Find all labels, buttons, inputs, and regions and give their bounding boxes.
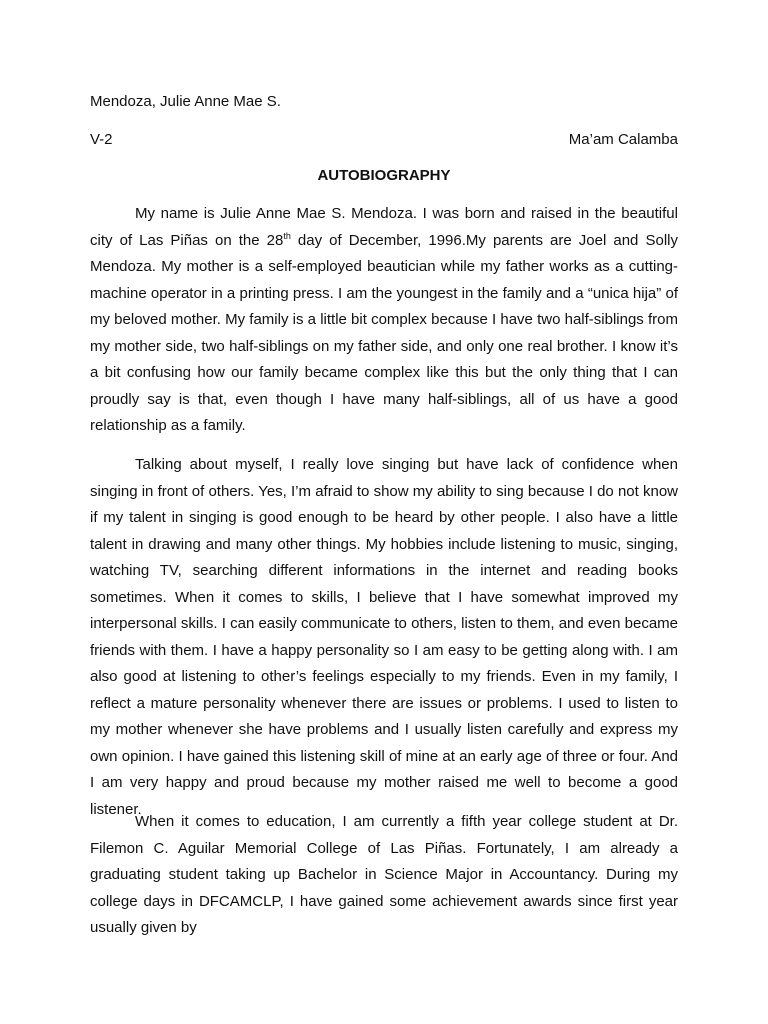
paragraph-self: Talking about myself, I really love singing but have lack of confidence when singing in front of others. Yes, I’m afraid to show my ability to sing because I do not know if my talent in singing is good enough to be heard by other people. I also have a little talent in drawing and many other things. My hobbies include listening to music, singing, watching TV, searching different informations in the internet and reading books sometimes. When it comes to skills, I believe that I have somewhat improved my interpersonal skills. I can easily communicate to others, listen to them, and even became friends with them. I have a happy personality so I am easy to be getting along with. I am also good at listening to other’s feelings especially to my friends. Even in my family, I reflect a mature personality whenever there are issues or problems. I used to listen to my mother whenever she have problems and I usually listen carefully and express my own opinion. I have gained this listening skill of mine at an early age of three or four. And I am very happy and proud because my mother raised me well to become a good listener. (90, 456, 678, 818)
paragraph-family (90, 201, 678, 440)
paragraph-family-text-1: My name is Julie Anne Mae S. Mendoza. I was born and raised in the beautiful city of Las Piñas on the 28 (90, 205, 678, 249)
paragraph-education: When it comes to education, I am currently a fifth year college student at Dr. Filemon C. Aguilar Memorial College of Las Piñas. Fortunately, I am already a graduating student taking up Bachelor in Science Major in Accountancy. During my college days in DFCAMCLP, I have gained some achievement awards since first year usually given by (90, 813, 678, 936)
section-label: V-2 (90, 131, 113, 148)
ordinal-suffix: th (283, 230, 291, 241)
document-title: AUTOBIOGRAPHY (317, 167, 451, 184)
student-name: Mendoza, Julie Anne Mae S. (90, 93, 281, 110)
teacher-name: Ma’am Calamba (568, 131, 678, 148)
paragraph-family-text-2: day of December, 1996.My parents are Joel and Solly Mendoza. My mother is a self-employed beautician while my father works as a cutting-machine operator in a printing press. I am the youngest in the family and a “unica hija” of my beloved mother. My family is a little bit complex because I have two half-siblings from my mother side, two half-siblings on my father side, and only one real brother. I know it’s a bit confusing how our family became complex like this but the only thing that I can proudly say is that, even though I have many half-siblings, all of us have a good relationship as a family. (90, 231, 678, 434)
